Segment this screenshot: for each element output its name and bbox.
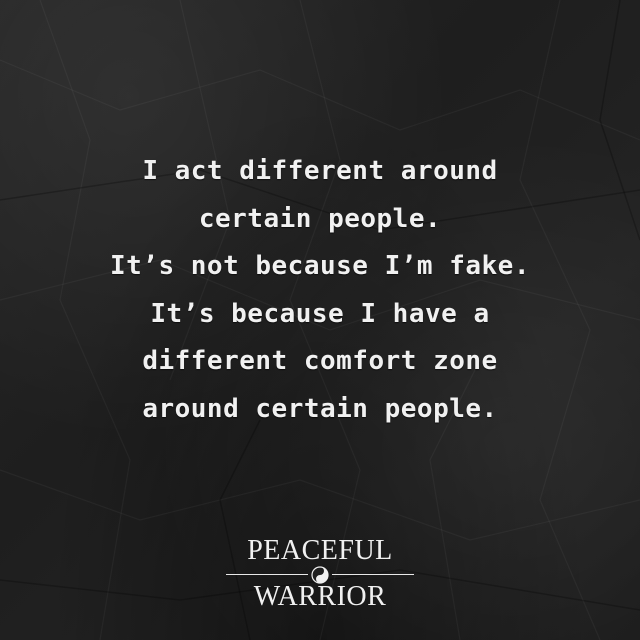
- quote-line: It’s because I have a: [150, 298, 490, 329]
- peaceful-warrior-logo: [210, 534, 430, 616]
- quote-line: different comfort zone: [142, 346, 498, 376]
- quote-line: around certain people.: [142, 393, 498, 424]
- logo-divider-left: [226, 574, 308, 575]
- logo-bottom-word: WARRIOR: [253, 581, 387, 612]
- quote-line: certain people.: [198, 203, 442, 234]
- logo-top-word: PEACEFUL: [247, 535, 393, 566]
- quote-line: I act different around: [142, 156, 498, 186]
- logo-divider-right: [332, 574, 414, 575]
- quote-text: [0, 148, 640, 433]
- quote-line: It’s not because I’m fake.: [110, 251, 530, 281]
